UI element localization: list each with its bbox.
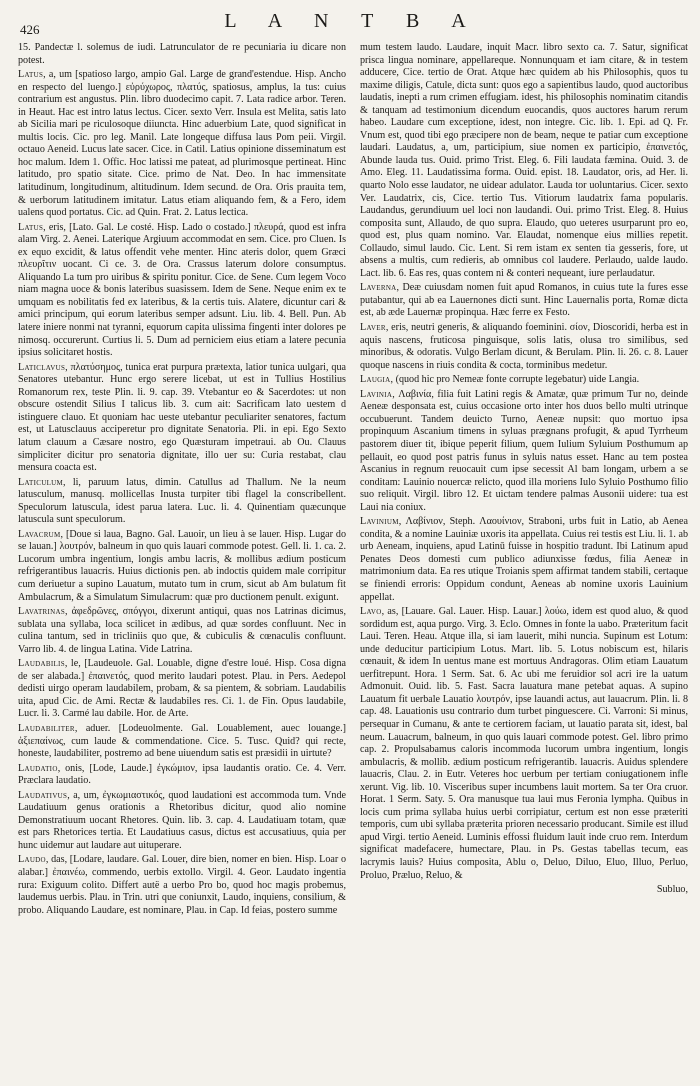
entry-headword: Lavatrinas [18,606,66,618]
entry-body: , a, um [spatioso largo, ampio Gal. Large de grand'estendue. Hisp. Ancho en respecto del luengo.] εὐρύχωρος, πλατύς, spatiosus, amplus, la tus: cuius contrarium est angustus. Plin. libro duodecimo capit. 7. Lata radice arbor. Teren. in Heaut. Hac est intro latus lectus. Cicer. sexto Verr. Insula est Melita, satis lato ab Sicilia mari pe riculosoque diiuncta. Hinc aduerbium Late, quod significat in multis locis. Cic. pro leg. Manil. Late longeque diffusa laus Pom peii. Virgil. octauo Aeneid. Lucus late sacer. Cice. in Catil. Latius opinione disseminatum est hoc malum. Idem 1. Offic. Hoc latissi me pateat, ad plurimosque pertineat. Hinc latitudo, pro spatio sitate. Cice. primo de Nat. Deo. In hac immensitate latitudinum, longitudinum, altitudinum. Idem secund. de Ora. Oris prauita tem, & uerborum latitudinem imitatur. Latus etiam aliquando fem, & a Fero, idem ualens quod portatus. Cic. ad Quin. Frat. 2. Latus lectica. [18,69,346,219]
dictionary-entry [18,854,346,917]
entry-headword: Laverna [360,282,397,294]
entry-body: , le, [Laudeuole. Gal. Louable, digne d'estre loué. Hisp. Cosa digna de ser alabada.] ἐπαινετός, quod merito laudari potest. Plau. in Pers. Aedepol dedisti uirgo operam laudabilem, probam, & sa pientem, & sobriam. Laudabilis uita, apud Cic. de Ami. Rectæ & laudabiles res. Ci. 1. de Fin. Opus laudabile, Lucr. li. 3. Carmé lau dabile. Hor. de Arte. [18,658,346,720]
dictionary-entry [360,322,688,372]
right-entries [360,282,688,882]
dictionary-entry [360,516,688,604]
dictionary-entry [18,790,346,853]
column-continuation-text: mum testem laudo. Laudare, inquit Macr. libro sexto ca. 7. Satur, significat prisca lingua nominare, appellareque. Nonnunquam et iam citare, & in testem adducere, Cice. tertio de Orat. Atque hæc quidem ab his Philosophis, quos tu maxime diligis, Catule, dicta sunt: quos ego a sapientibus laudo, quod auctoribus laudatis, inepti a rum crimen effugiam. idest, his philosophis nominatim citandis & tanquam ad testimonium dicendum euocandis, quos auctores harum rerum habeo. Laudare cum exceptione, idest, non integre. Cic. lib. 1. Epi. ad Q. Fr. Vnum est, quod tibi ego præcipere non de beam, neque te patiar cum exceptione laudari. Laudatus, a, um, participium, siue nomen ex participio, ἐπαινετός, Abunde lauda tus. Ouid. primo Trist. Eleg. 6. Fili laudata fæmina. Ouid. 3. de Amo. Eleg. 11. Laudatissima forma. Ouid. epist. 18. Laudator, oris, ad Her. li. quarto Nolo esse laudator, ne uidear adulator. Lauda tor uoluntarius. Cicer. sexto Ver. Laudatrix, cis, Cice. tertio Tus. Vitiorum laudatrix fama popularis. Laudandus, gerundiuum uel loci non laudandi. Oui. primo Trist. Eleg. 8. Huius composita sunt, Allaudo, de quo supra. Elaudo, quo ueteres usurparunt pro eo, quod est, plus quam nomino. Var. Elaudat, nomenque eius millies repetit. Collaudo, simul laudo. Cic. Lent. Si rem istam ex senten tia gesseris, fore, ut absens a multis, cum redieris, ab omnibus col laudere. Perlaudo, ualde laudo. Lact. lib. 6. Eas res, quas contem ni & conteri nequeant, iure perlaudatur. [360,42,688,279]
entry-headword: Lavacrum [18,528,61,540]
entry-headword: Lavinia [360,388,393,400]
entry-headword: Latus [18,221,44,233]
catchword: Subluo, [656,884,688,896]
entry-headword: Laudativus [18,789,68,801]
dictionary-entry [18,362,346,475]
entry-headword: Lavinium [360,516,399,528]
entry-body: , (quod hic pro Nemeæ fonte corrupte legebatur) uide Langia. [390,374,640,386]
page-header [20,8,684,36]
left-entries [18,69,346,917]
entry-headword: Lavo [360,606,382,618]
dictionary-entry [360,606,688,882]
page-number: 426 [20,22,40,37]
entry-body: , Λαβινία, filia fuit Latini regis & Amatæ, quæ primum Tur no, deinde Aeneæ desponsata est, cuius occasione orto inter hos duos bello multi utrinque occubuerunt. Tandem deuicto Turno, Aeneæ nupsit: quo mortuo ipsa propinquum Ascanium timens in syluas prægnans profugit, & apud Tyrrheum pastorem diuer tit, ibique peperit filium, quem Iulium Syluium Posthumum ap pellauit, eo quod post patris funus in syluis natus esset. Hanc au tem postea Ascanius in regnum reuocauit cum ipse secessit Al bam longam, urbem a se conditam: Lauinio nouercæ relicto, quod illa moriens Iulo Syluio Posthumo filio suo reliquit. Virgil. libro 12. Et uictam tendere palmas Ausonii uidere: tua est Laui nia coniux. [360,388,688,513]
dictionary-entry [18,658,346,721]
running-head: L A N T B A [224,10,480,32]
entry-headword: Laticlavus [18,361,66,373]
two-column-body [18,42,688,1080]
entry-headword: Laver [360,322,386,334]
entry-body: , Λαβίνιον, Steph. Λαουίνιον, Straboni, urbs fuit in Latio, ab Aenea condita, & a nomine Lauiniæ uxoris ita appellata. Cuius rei testis est Liu. li. 1. ab urb Aeneam, inquiens, apud Latinū fuisse in hospitio tradunt. Ibi Latinum apud Penates Deos domesti cum publico adiunxisse fœdus, filia Aeneæ in matrimonium data. Ea res utique Troianis spem affirmat tandem stabili, certaque se finiendi erroris: Oppidum condunt, Aeneas ab nomine uxoris Lauinium appellat. [360,516,688,603]
dictionary-entry [360,282,688,320]
dictionary-entry [18,529,346,604]
entry-body: , a, um, ἐγκωμιαστικός, quod laudationi est accommoda tum. Vnde Laudatiuum genus orationis a Rhetoribus dicitur, quod alio nomine Demonstratiuum uocant Rhetores. Quin. lib. 3. cap. 4. Laudatiuam totam, quæ est pars Rhetorices tertia. Et Laudatiuus casus, dictus est accusatiuus, quia per hunc uidemur aut laudare aut uituperare. [18,789,346,851]
entry-body: , πλατύσημος, tunica erat purpura prætexta, latior tunica uulgari, qua Senatores utebantur. Hunc ergo serere licebat, ut est in Tullius Hostilius Romanorum rex, teste Plin. li. 9. cap. 39. Vtebantur eo & Sacerdotes: ut non obscure ostendit Silius I talicus lib. 3. cum ait: Sacrificam lato uestem d istinguere clauo. Et quoniam hac ueste utebantur peculiariter senatores, factum est, ut Latusclauus acciperetur pro dignitate Senatoria. Pli. in epi. Ego Sexto latum clauum a Cæsare nostro, ego Quæsturam impetraui. ab Ou. Clauus simpliciter dicitur pro senatoria dignitate, illo uer su: Curia restabat, clau mensura coacta est. [18,361,346,474]
dictionary-entry [18,763,346,788]
dictionary-entry [18,69,346,220]
entry-body: , aduer. [Lodeuolmente. Gal. Louablement, auec louange.] ἀξιεπαίνως, cum laude & commendatione. Cice. 5. Tusc. Quid? qui recte, honeste, laudabiliter, postremo ad bene uiuendum satis est præsidii in uirtute? [18,722,346,760]
entry-body: , das, [Lodare, laudare. Gal. Louer, dire bien, nomer en bien. Hisp. Loar o alabar.] ἐπαινέω, commendo, uerbis extollo. Virgil. 4. Geor. Laudato ingentia rura: Exiguum colito. Differt autë a uerbo Pro bo, quod hoc magis probemus, laudemus uerbis. Plau. in Trin. utri que coniunxit, Laudo, inquiens, consilium, & probo. Aliquando Laudare, est nominare, Plau. in Cap. Id feias, postero summe [18,854,346,916]
entry-headword: Latus [18,69,44,81]
entry-headword: Laudabiliter [18,722,75,734]
entry-headword: Laugia [360,374,391,386]
entry-body: , eris, neutri generis, & aliquando foeminini. σίον, Dioscoridi, herba est in aquis nascens, fruticosa pinguisque, solis latis, olusa tro similibus, sed minoribus, & odoratis. Vulgo Berlam dicunt, & Berulam. Plin. li. 26. c. 8. Lauer quoque nascens in riuis condita & cocta, torminibus medetur. [360,322,688,371]
entry-body: , ἀφεδρῶνες, σπόγγοι, dixerunt antiqui, quas nos Latrinas dicimus, sublata una syllaba, loca scilicet in ædibus, ad quæ sordes confluunt. Nec in culina tantum, sed in tricliniis quo que, & cubiculis & cœnaculis confluunt. Varro lib. 4. de lingua Latina. Vide Latrina. [18,606,346,655]
left-column [18,42,346,1080]
dictionary-entry [360,389,688,514]
entry-headword: Laudabilis [18,658,65,670]
dictionary-entry [360,374,688,387]
entry-headword: Laticulum [18,476,64,488]
column-continuation-text: 15. Pandectæ l. solemus de iudi. Latrunculator de re pecuniaria iu dicare non potest. [18,42,346,66]
dictionary-entry [18,477,346,527]
right-column [360,42,688,1080]
entry-body: , eris, [Lato. Gal. Le costé. Hisp. Lado o costado.] πλευρά, quod est infra alam Virg. 2. Aenei. Laterique Argiuum accommodat en sem. Cice. pro Cluen. Is ex equo excidit, & latus offendit vehe menter. Hinc ateris dolor, quem Græci πλευρῖτιν uocant. Ci ce. 3. de Ora. Crassus laterum dolore consumptus. Aliquando La tum pro uiribus & spiritu ponitur. Cice. de Sene. Cum legem Voco niam magna uoce & bonis lateribus suasissem. Idem de Sene. Neque enim ex te umquam es nobilitatis fed ex lateribus, & la certis tuis. Alatere, dicuntur cari & amici principum, qui eorum lateribus semper adsunt. Liu. lib. 4. Bell. Pun. Ab latere iniere nonmi nat tyranni, equorum capita ulissima fingenti inter dolores pe nimosq. occurerunt. Curtius li. 5. Dum ad perniciem eius etiam a latere pecunia ipsius solicitaret hostis. [18,221,346,359]
dictionary-entry [18,723,346,761]
entry-body: , onis, [Lode, Laude.] ἐγκώμιον, ipsa laudantis oratio. Ce. 4. Verr. Præclara laudatio. [18,762,346,787]
entry-body: , Deæ cuiusdam nomen fuit apud Romanos, in cuius tute la fures esse putabantur, qui ab ea Lauernones dicti sunt. Hinc Lauernalis porta, Romæ dicta est, ab æde Lauernæ propinqua. Hæc ferre ex Festo. [360,282,688,319]
entry-body: , as, [Lauare. Gal. Lauer. Hisp. Lauar.] λούω, idem est quod aluo, & quod sordidum est, aqua purgo. Virg. 3. Eclo. Omnes in fonte la uabo. Præteritum facit Laui. Teren. Heau. Atque illa, si iam lauerit, mihi nuncia. Supinum est Lotum: unde deducitur participium Lotus. Mart. lib. 5. Lotus nobiscum est, hilaris cœnauit, & idem In uentus mane est mortuus Andragoras. Olim etiam Lauatum uerfitrepunt. Hora. 1 Serm. Sat. 6. Ac ubi me feruidior sol acri ire la uatum Admonuit. Ouid. lib. 5. Fast. Sacra lauatura mane petebat aquas. A supino Lauatum fit uerbale Lauatio λουτρόν, ipse lauandi actus, aut lauacrum. Plin. li. 8 cap. 48. Lauationis usu contrario dum turbet pinguescere. Ci. Varroni: Si minus, persequar in Cumanu, & ante te certiorem faciam, ut lauatio parata sit, idest, bal neum. Lauacrum, balneum, in quo quis lauari commode potest. Gel. libro primo cap. 2. Propulsabamus caloris incommoda lucorum umbra ingentium, longis ambulacris, & mollib. ædium posticum refrigerantib. lauacris. Auidus splendere lauacris, Clau. 2. in Eutr. Veteres hoc uerbum per tertiam coniugationem infle xerunt. Vig. lib. 10. Visceribus super incumbens lauit mortem. Sa ter Ora cruor. Horat. 1 Serm. Saty. 5. Ora manusque tua laui mus Feronia lympha. Quibus in locis cum prima syllaba huius uerbi corripiatur, certum est non esse præteriti temporis, cum ubi syllaba præterita prioren necessario producant. Simile est illud apud Virgi. tertio Aeneid. Luminis effossi fluidum lauit inde cruo rem. Interdum significat madefacere, humectare, Plau. in Ps. Gestas tabellas tecum, eas lacrymis lauis? Huius composita, Ablu o, Deluo, Diluo, Eluo, Illuo, Perluo, Proluo, Præluo, Reluo, & [360,606,688,881]
entry-body: , [Doue si laua, Bagno. Gal. Lauoir, un lieu à se lauer. Hisp. Lugar do se lauan.] λουτρόν, balneum in quo quis lauari commode potest. Gell. li. 1. ca. 2. Lucorum umbra ingentium, longis ambu lacris, & mollibus ædium posticum refrigerantibus lauacris. Huius dictionis pen. ab indoctis quidem male corripitur cum deriuetur a supino Lauatum, mutato tum in crum, sicut ab Am bulatum fit Ambulacrum, & a Simulatum Simulacrum: quæ pro ductionem penult. exigunt. [18,528,346,603]
entry-headword: Laudatio [18,762,58,774]
dictionary-entry [18,222,346,360]
entry-body: , li, paruum latus, dimin. Catullus ad Thallum. Ne la neum latusculum, manusq. mollicellas Inusta turpiter tibi flagel la conscribellent. Speculorum latuscula, idest parua latera. Luc. li. 4. Quinentiam quæcunque latuscula sunt speculorum. [18,476,346,526]
entry-headword: Laudo [18,854,46,866]
dictionary-entry [18,606,346,656]
